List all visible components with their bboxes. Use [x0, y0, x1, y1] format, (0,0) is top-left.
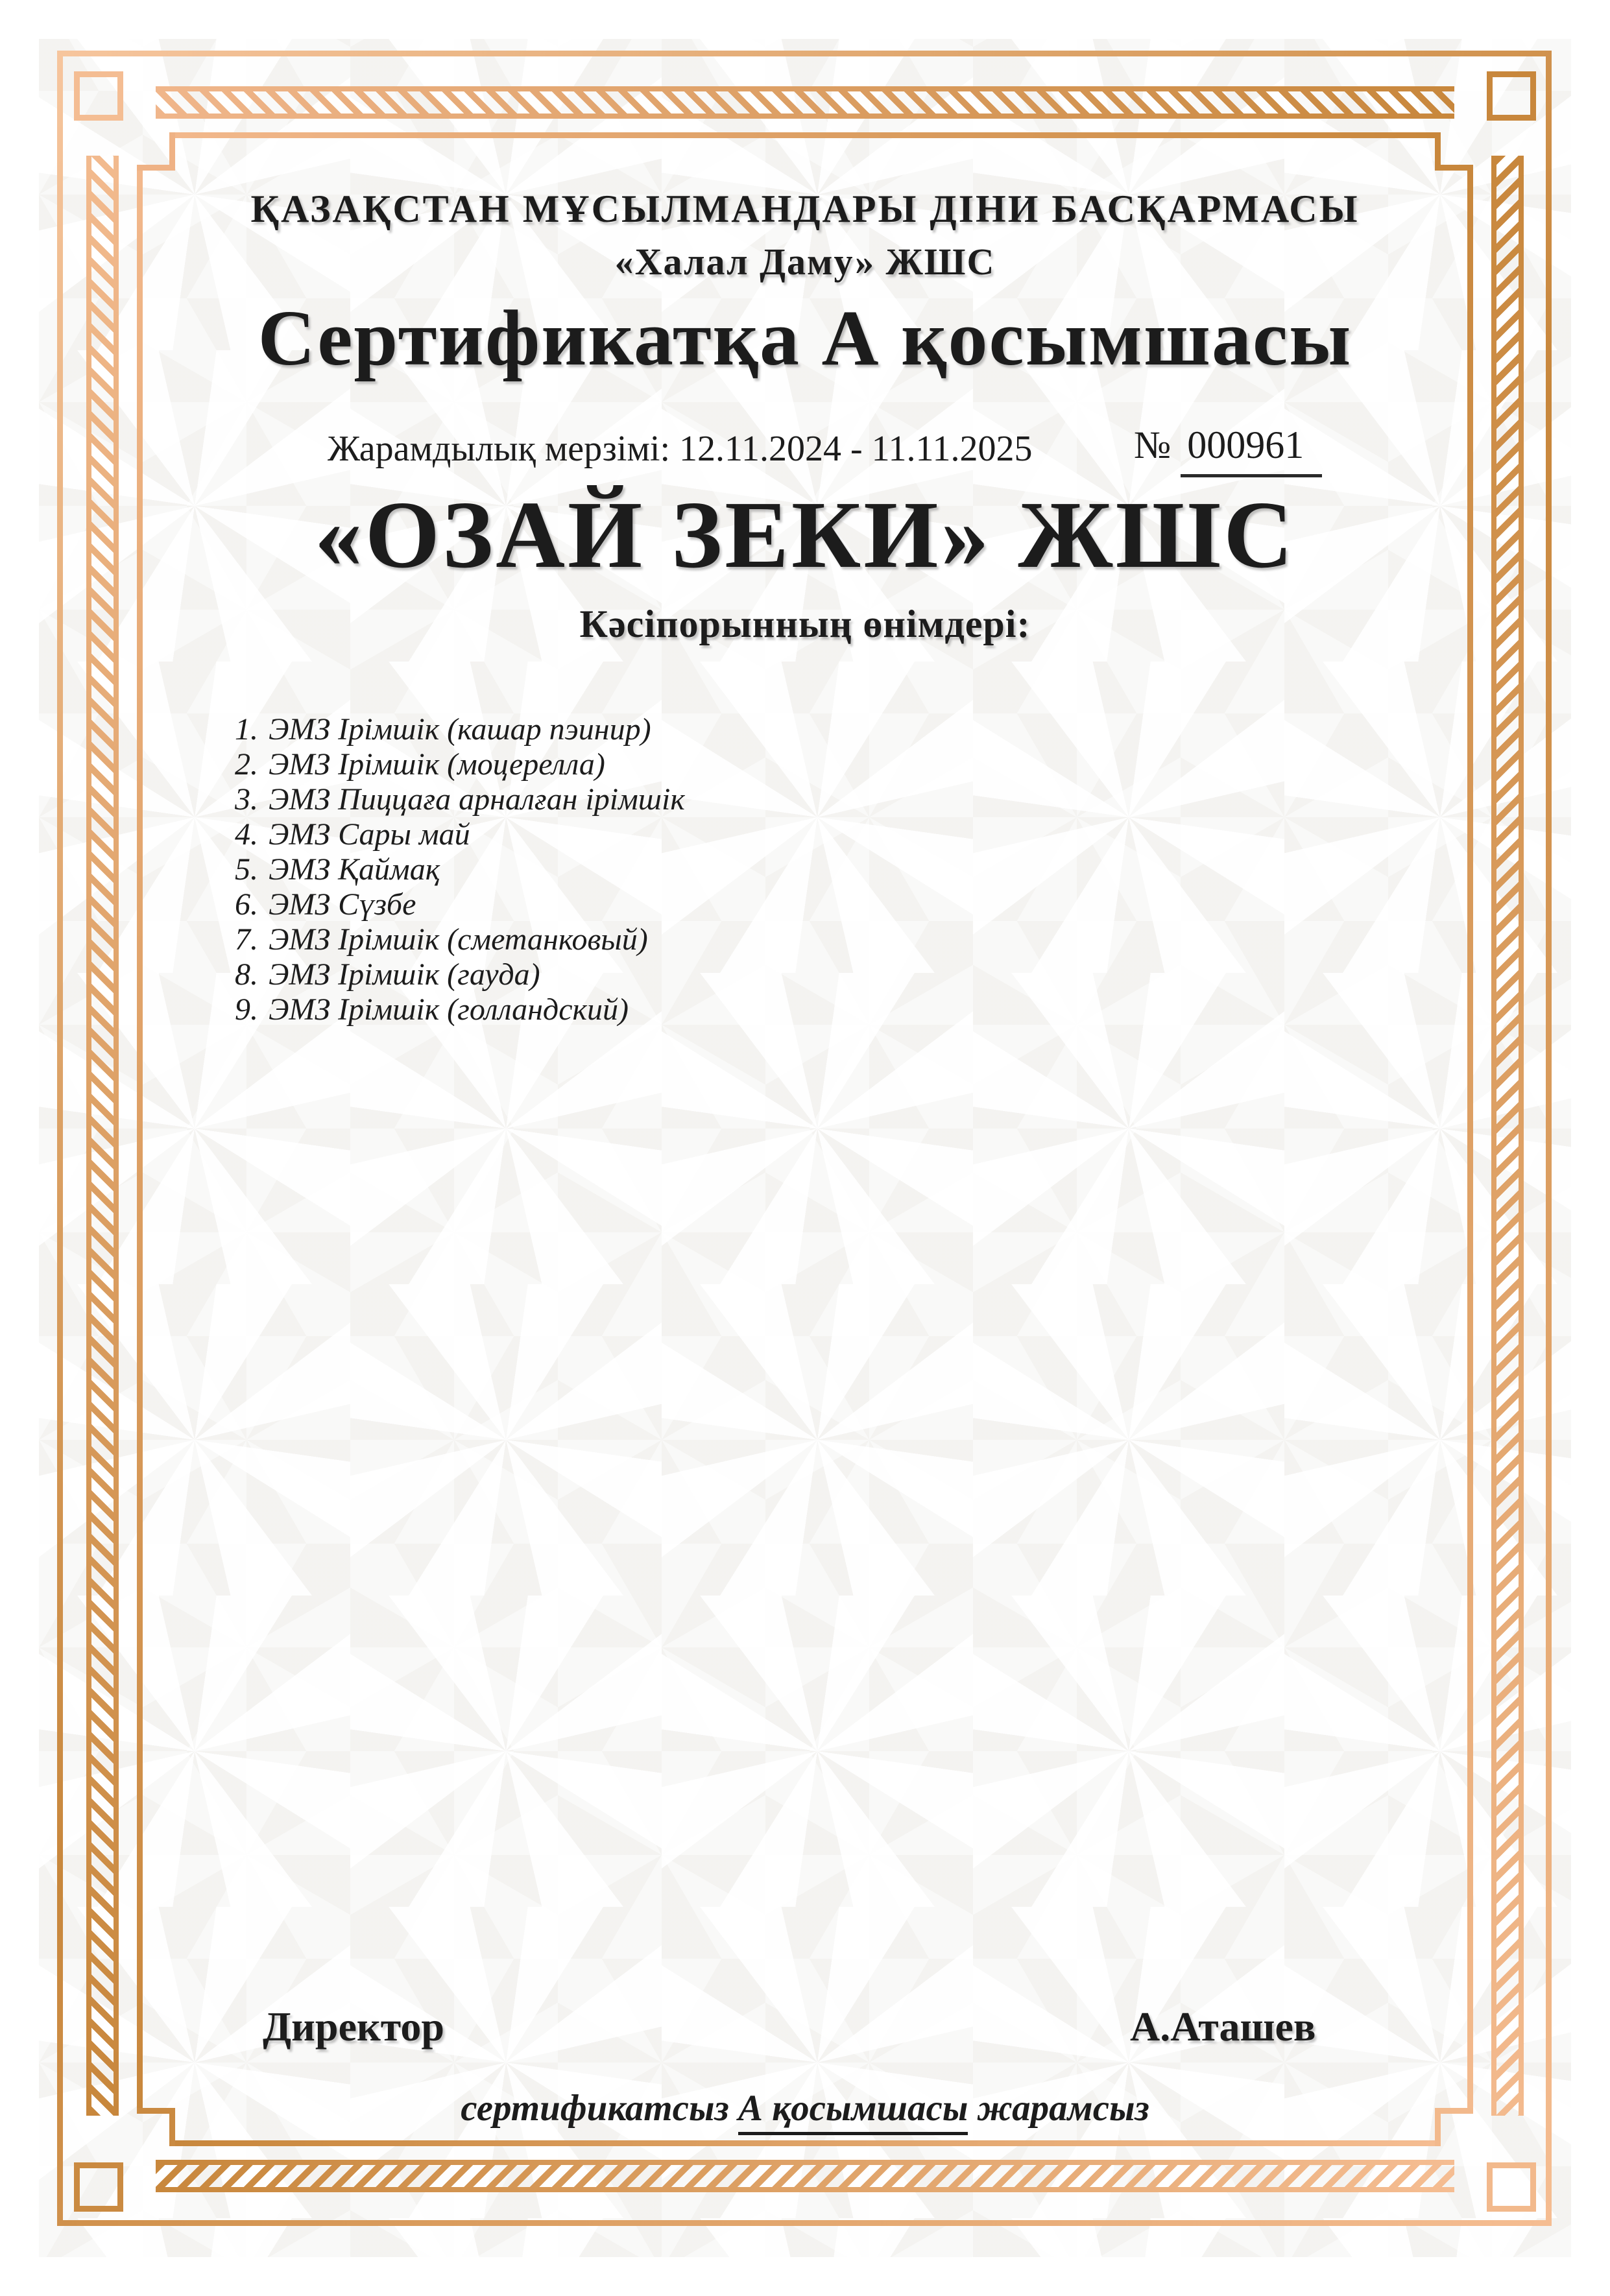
- footnote-suffix: жарамсыз: [977, 2088, 1149, 2129]
- footnote: [0, 2087, 1610, 2129]
- validity-period: [328, 428, 1032, 470]
- number-sign: №: [1134, 424, 1171, 466]
- certificate-title: Сертификатқа А қосымшасы: [258, 294, 1352, 382]
- product-item: 2. ЭМЗ Ірімшік (моцерелла): [235, 747, 605, 782]
- products-heading: Кәсіпорынның өнімдері:: [579, 603, 1031, 645]
- product-item: 3. ЭМЗ Пиццаға арналған ірімшік: [235, 782, 685, 817]
- validity-label: Жарамдылық мерзімі:: [328, 429, 671, 469]
- certificate-number: [1134, 423, 1322, 468]
- number-value: 000961: [1181, 424, 1322, 477]
- product-item: 7. ЭМЗ Ірімшік (сметанковый): [235, 922, 648, 957]
- company-name: «ОЗАЙ ЗЕКИ» ЖШС: [314, 482, 1296, 588]
- product-item: 5. ЭМЗ Қаймақ: [235, 852, 440, 887]
- footnote-prefix: сертификатсыз: [461, 2088, 729, 2129]
- organization-name: ҚАЗАҚСТАН МҰСЫЛМАНДАРЫ ДІНИ БАСҚАРМАСЫ: [250, 187, 1360, 230]
- signature-name: А.Аташев: [1130, 2003, 1316, 2050]
- product-item: 9. ЭМЗ Ірімшік (голландский): [235, 992, 629, 1027]
- products-list: [235, 712, 685, 1027]
- signature-role: Директор: [263, 2003, 444, 2050]
- validity-dates: 12.11.2024 - 11.11.2025: [679, 429, 1033, 469]
- footnote-underlined: А қосымшасы: [738, 2088, 968, 2135]
- product-item: 4. ЭМЗ Сары май: [235, 817, 470, 852]
- product-item: 6. ЭМЗ Сүзбе: [235, 887, 416, 922]
- issuer-name: «Халал Даму» ЖШС: [614, 241, 996, 283]
- product-item: 8. ЭМЗ Ірімшік (гауда): [235, 957, 540, 992]
- product-item: 1. ЭМЗ Ірімшік (кашар пэинир): [235, 712, 651, 747]
